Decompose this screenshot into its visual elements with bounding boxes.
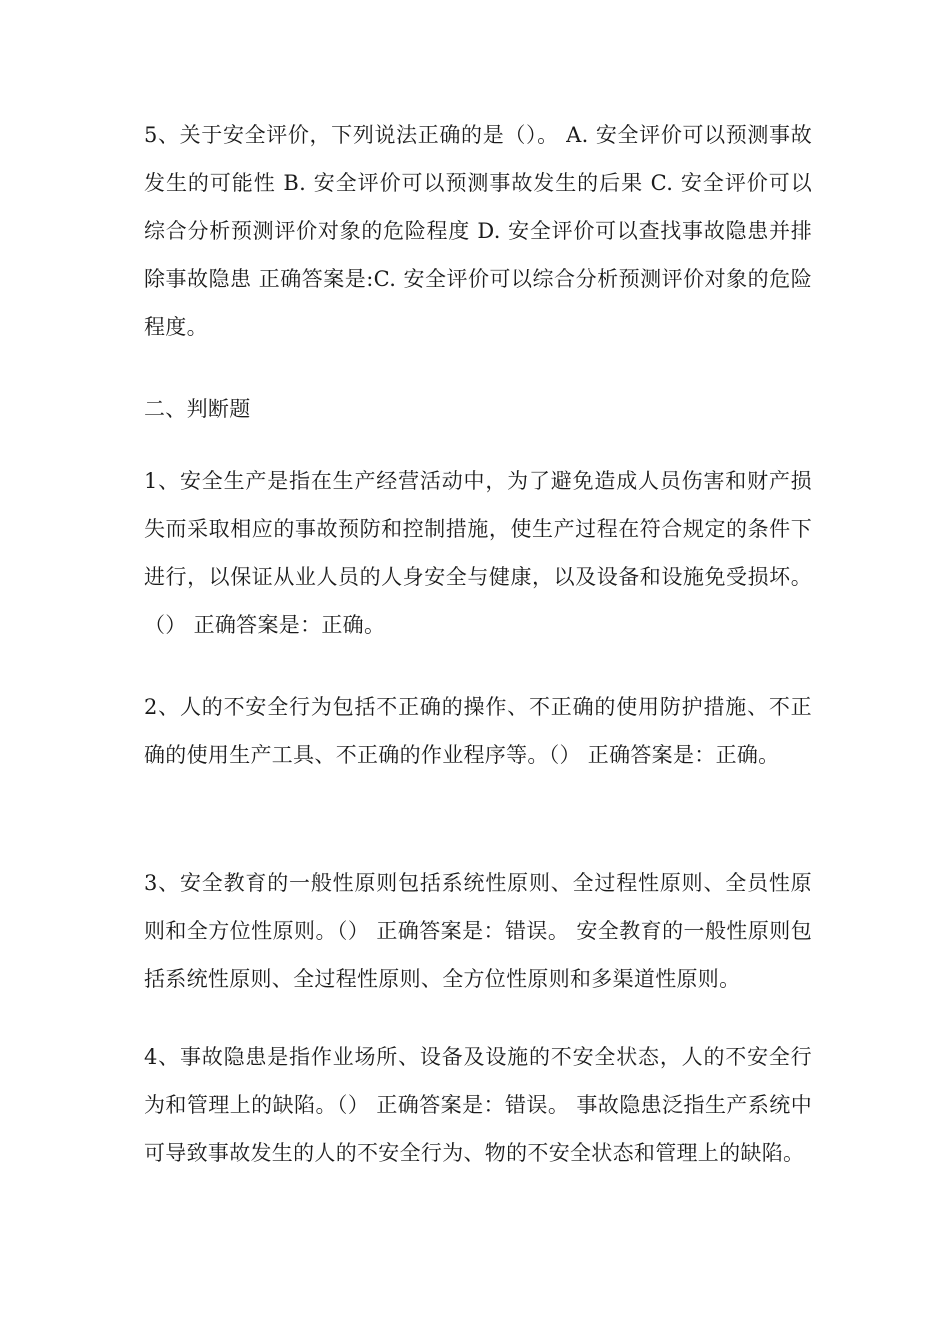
judgment-question-2-paragraph: 2、人的不安全行为包括不正确的操作、不正确的使用防护措施、不正确的使用生产工具、不正确的作业程序等。（） 正确答案是：正确。 xyxy=(144,695,812,767)
judgment-question-1-paragraph: 1、安全生产是指在生产经营活动中，为了避免造成人员伤害和财产损失而采取相应的事故预防和控制措施，使生产过程在符合规定的条件下进行，以保证从业人员的人身安全与健康，以及设备和设施免受损坏。（） 正确答案是：正确。 xyxy=(144,469,812,637)
section-heading-true-false: 二、判断题 xyxy=(144,397,251,421)
judgment-question-4-paragraph: 4、事故隐患是指作业场所、设备及设施的不安全状态，人的不安全行为和管理上的缺陷。（） 正确答案是：错误。 事故隐患泛指生产系统中可导致事故发生的人的不安全行为、物的不安全状态和管理上的缺陷。 xyxy=(144,1045,812,1165)
question-5-paragraph: 5、关于安全评价，下列说法正确的是（）。 A. 安全评价可以预测事故发生的可能性 B. 安全评价可以预测事故发生的后果 C. 安全评价可以综合分析预测评价对象的危险程度 D. 安全评价可以查找事故隐患并排除事故隐患 正确答案是:C. 安全评价可以综合分析预测评价对象的危险程度。 xyxy=(144,123,812,339)
judgment-question-3-paragraph: 3、安全教育的一般性原则包括系统性原则、全过程性原则、全员性原则和全方位性原则。（） 正确答案是：错误。 安全教育的一般性原则包括系统性原则、全过程性原则、全方位性原则和多渠道性原则。 xyxy=(144,871,812,991)
